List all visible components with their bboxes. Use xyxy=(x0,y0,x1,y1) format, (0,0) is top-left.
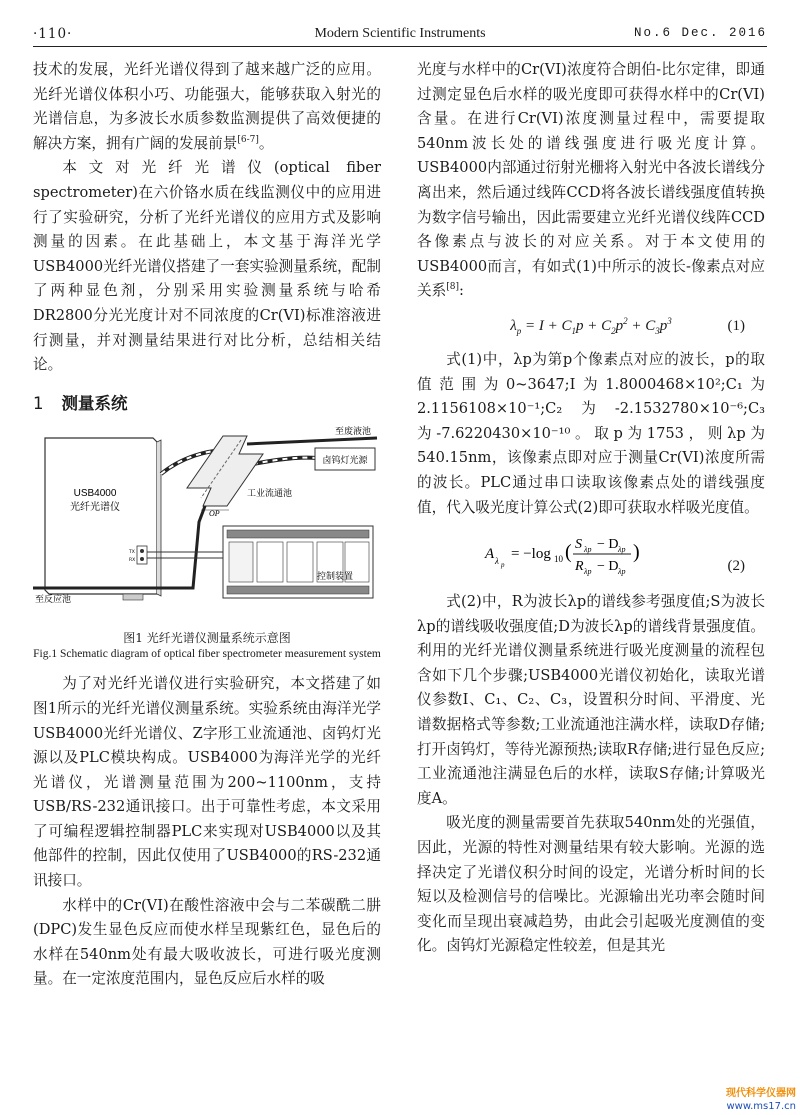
paragraph: 本文对光纤光谱仪(optical fiber spectrometer)在六价铬水质在线监测仪中的应用进行了实验研究，分析了光纤光谱仪的应用方式及影响测量的因素。在此基础上，本文基于海洋光学USB4000光纤光谱仪搭建了一套实验测量系统，配制了两种显色剂，分别采用实验测量系统与哈希DR2800分光光度计对不同浓度的Cr(VI)标准溶液进行测量，并对测量结果进行对比分析，总结相关结论。 xyxy=(33,159,381,374)
label-op: OP xyxy=(209,509,220,519)
svg-text:− D: − D xyxy=(597,537,619,553)
section-number: 1 xyxy=(33,393,44,413)
svg-text:R: R xyxy=(575,559,584,575)
svg-text:TX: TX xyxy=(129,550,135,556)
page-number: ·110· xyxy=(33,26,73,42)
equation-2 xyxy=(417,520,765,590)
label-waste: 至废液池 xyxy=(335,427,372,438)
watermark-url: www.ms17.cn xyxy=(726,1101,796,1112)
paragraph: 式(2)中，R为波长λp的谱线参考强度值;S为波长λp的谱线吸收强度值;D为波长λp的谱线背景强度值。利用的光纤光谱仪测量系统进行吸光度测量的流程包含如下几个步骤;USB4000光谱仪初始化，读取光谱仪参数I、C₁、C₂、C₃，设置积分时间、平滑度、光谱数据格式等参数;工业流通池注满水样，读取D存储;打开卤钨灯，等待光源预热;读取R存储;进行显色反应;工业流通池注满显色后的水样，读取S存储;计算吸光度A。 xyxy=(417,593,765,807)
spectrometer-box xyxy=(45,438,157,594)
paragraph: 水样中的Cr(VI)在酸性溶液中会与二苯碳酰二肼(DPC)发生显色反应而使水样呈现紫红色，显色后的水样在540nm处有最大吸收波长，可进行吸光度测量。在一定浓度范围内，显色反应后水样的吸 xyxy=(33,896,381,988)
citation: [6-7] xyxy=(237,134,259,145)
svg-text:A: A xyxy=(485,546,495,563)
paragraph: 光度与水样中的Cr(VI)浓度符合朗伯-比尔定律，即通过测定显色后水样的吸光度即可获得水样中的Cr(VI)含量。在进行Cr(VI)浓度测量过程中，需要提取540nm波长处的谱线强度进行吸光度计算。USB4000内部通过衍射光栅将入射光中各波长谱线分离出来，然后通过线阵CCD将各波长谱线强度值转换为数字信号输出，因此需要建立光纤光谱仪线阵CCD各像素点与波长的对应关系。对于本文使用的USB4000而言，有如式(1)中所示的波长-像素点对应关系[8]: xyxy=(417,61,765,300)
watermark-title: 现代科学仪器网 xyxy=(726,1088,796,1099)
svg-text:= −log: = −log xyxy=(511,546,551,563)
paragraph: 为了对光纤光谱仪进行实验研究，本文搭建了如图1所示的光纤光谱仪测量系统。实验系统由海洋光学USB4000光纤光谱仪、Z字形工业流通池、卤钨灯光源以及PLC模块构成。USB4000为海洋光学的光纤光谱仪，光谱测量范围为200~1100nm，支持USB/RS-232通讯接口。出于可靠性考虑，本文采用了可编程逻辑控制器PLC来实现对USB4000以及其他部件的控制，因此仅使用了USB4000的RS-232通讯接口。 xyxy=(33,675,381,890)
journal-title: Modern Scientific Instruments xyxy=(314,26,486,41)
svg-text:RX: RX xyxy=(129,558,136,564)
equation-number: (1) xyxy=(727,317,745,334)
figure-caption-zh: 图1 光纤光谱仪测量系统示意图 xyxy=(123,631,291,646)
label-lamp: 卤钨灯光源 xyxy=(322,456,368,467)
section-heading xyxy=(33,392,381,417)
citation: [8] xyxy=(446,282,459,293)
label-flow-cell: 工业流通池 xyxy=(247,489,293,500)
left-column xyxy=(33,58,381,992)
label-controller: 控制装置 xyxy=(316,572,354,583)
schematic-diagram xyxy=(33,426,381,626)
svg-text:− D: − D xyxy=(597,559,619,575)
watermark xyxy=(726,1087,796,1113)
figure-caption-en: Fig.1 Schematic diagram of optical fiber spectrometer measurement system xyxy=(33,648,381,661)
svg-text:λp: λp xyxy=(584,567,592,577)
svg-text:10: 10 xyxy=(554,554,563,565)
svg-text:λp: λp xyxy=(584,545,592,555)
paragraph: 吸光度的测量需要首先获取540nm处的光强值，因此，光源的特性对测量结果有较大影响。光源的选择决定了光谱仪积分时间的设定，光谱分析时间的长短以及检测信号的信噪比。光源输出光功率会随时间变化而呈现出衰减趋势，由此会引起吸光度测值的变化。卤钨灯光源稳定性较差，但是其光 xyxy=(417,814,765,955)
svg-text:λp: λp xyxy=(618,545,626,555)
label-spectrometer: 光纤光谱仪 xyxy=(70,502,120,514)
svg-text:λ: λ xyxy=(495,556,499,567)
section-title: 测量系统 xyxy=(61,393,128,413)
paragraph: 技术的发展，光纤光谱仪得到了越来越广泛的应用。光纤光谱仪体积小巧、功能强大，能够获取入射光的光谱信息，为多波长水质参数监测提供了高效便捷的解决方案，拥有广阔的发展前景[6-7]。 xyxy=(33,61,381,152)
equation-1: $\lambda_p = I + C_1p + C_2p^2 + C_3p^3$ (1) xyxy=(417,304,765,348)
svg-text:S: S xyxy=(575,537,582,553)
svg-text:p: p xyxy=(501,561,505,570)
port-icon xyxy=(137,546,147,564)
right-column xyxy=(417,58,765,959)
label-reaction: 至反应池 xyxy=(35,595,72,606)
issue-info: No.6 Dec. 2016 xyxy=(633,26,767,40)
label-usb4000: USB4000 xyxy=(73,488,117,500)
svg-text:(: ( xyxy=(565,541,572,564)
equation-2-formula xyxy=(437,520,737,590)
waste-pipe xyxy=(247,438,377,444)
paragraph: 式(1)中，λp为第p个像素点对应的波长，p的取值范围为0~3647;I为1.8000468×10²;C₁为2.1156108×10⁻¹;C₂为-2.1532780×10⁻⁶;C₃为-7.6220430×10⁻¹⁰。取p为1753，则λp为540.15nm，该像素点即对应于测量Cr(VI)浓度所需的波长。PLC通过串口读取该像素点处的谱线强度值，代入吸光度计算公式(2)即可获取水样吸光度值。 xyxy=(417,350,765,516)
svg-text:): ) xyxy=(633,541,640,564)
equation-number: (2) xyxy=(727,558,745,575)
figure-schematic xyxy=(33,426,381,626)
svg-text:λp: λp xyxy=(618,567,626,577)
page-header xyxy=(33,22,767,47)
